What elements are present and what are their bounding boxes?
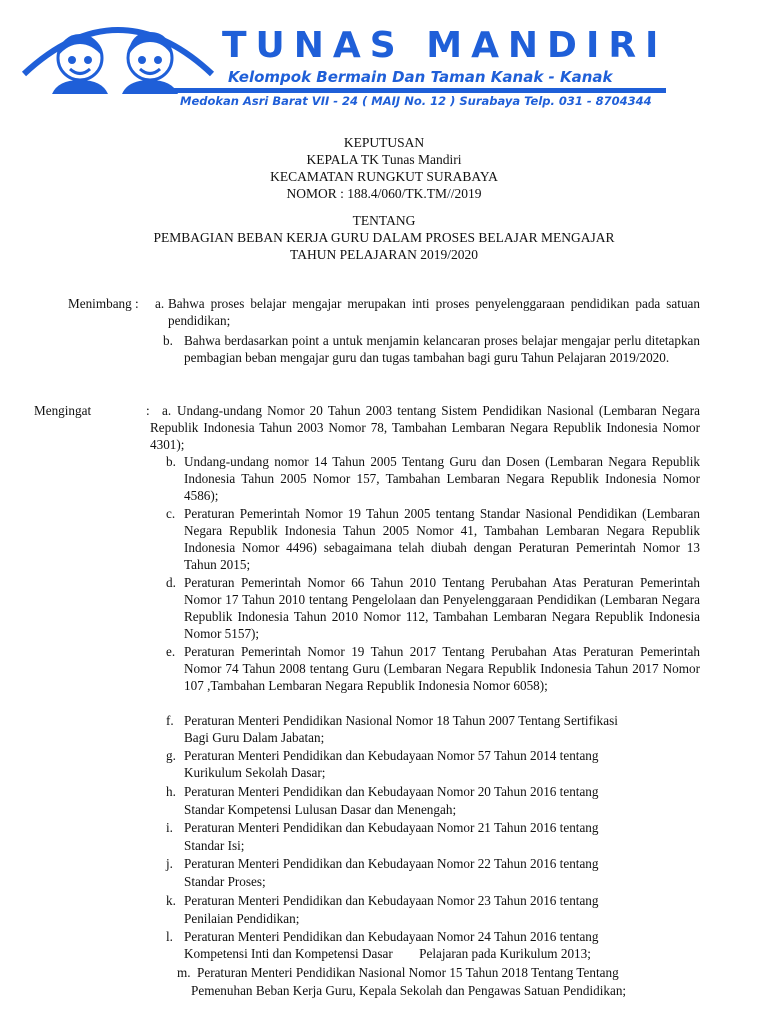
menimbang-item-a xyxy=(168,295,700,329)
item-letter: j. xyxy=(166,856,173,871)
menimbang-label: Menimbang : xyxy=(68,296,139,311)
item-letter: k. xyxy=(166,893,176,908)
item-letter: d. xyxy=(166,575,176,590)
mengingat-item-m-line1: Peraturan Menteri Pendidikan Nasional Nomor 15 Tahun 2018 Tentang Tentang xyxy=(197,965,619,980)
mengingat-label: Mengingat xyxy=(34,403,92,418)
item-letter: a. xyxy=(162,403,172,418)
item-letter: c. xyxy=(166,506,176,521)
menimbang-item-b: Bahwa berdasarkan point a untuk menjamin kelancaran proses belajar mengajar perlu ditetapkan pembagian beban mengajar guru dan tugas tambahan bagi guru Tahun Pelajaran 2019/2020. xyxy=(184,333,700,365)
mengingat-item-k-line2: Penilaian Pendidikan; xyxy=(184,911,300,926)
letterhead-rule xyxy=(170,88,666,93)
decree-year: TAHUN PELAJARAN 2019/2020 xyxy=(290,247,478,262)
mengingat-item-g-line1: Peraturan Menteri Pendidikan dan Kebudayaan Nomor 57 Tahun 2014 tentang xyxy=(184,748,599,763)
school-logo-icon xyxy=(18,14,218,96)
decree-number: NOMOR : 188.4/060/TK.TM//2019 xyxy=(286,186,482,201)
title-line: TENTANG xyxy=(352,213,416,228)
item-letter: b. xyxy=(166,454,176,469)
school-name: TUNAS MANDIRI xyxy=(222,25,668,66)
item-letter: b. xyxy=(163,333,173,348)
school-subtitle: Kelompok Bermain Dan Taman Kanak - Kanak xyxy=(228,68,613,86)
mengingat-colon: : xyxy=(146,403,150,418)
title-line: KEPALA TK Tunas Mandiri xyxy=(306,152,462,167)
mengingat-item-h-line1: Peraturan Menteri Pendidikan dan Kebudayaan Nomor 20 Tahun 2016 tentang xyxy=(184,784,599,799)
item-letter: a. xyxy=(155,296,165,311)
mengingat-item-f-line1: Peraturan Menteri Pendidikan Nasional Nomor 18 Tahun 2007 Tentang Sertifikasi xyxy=(184,713,618,728)
mengingat-item-l-line1: Peraturan Menteri Pendidikan dan Kebudayaan Nomor 24 Tahun 2016 tentang xyxy=(184,929,599,944)
mengingat-item-c: Peraturan Pemerintah Nomor 19 Tahun 2005 tentang Standar Nasional Pendidikan (Lembaran Negara Republik Indonesia Tahun 2005 Nomor 41, Tambahan Lembaran Negara Republik Indonesia Nomor 4496) sebagaimana telah diubah dengan Peraturan Pemerintah Nomor 13 Tahun 2015; xyxy=(184,506,700,572)
school-address: Medokan Asri Barat VII - 24 ( MAIJ No. 12 ) Surabaya Telp. 031 - 8704344 xyxy=(180,94,652,108)
decree-subject: PEMBAGIAN BEBAN KERJA GURU DALAM PROSES BELAJAR MENGAJAR xyxy=(153,230,615,245)
mengingat-item-l-line2: Kompetensi Inti dan Kompetensi Dasar Pelajaran pada Kurikulum 2013; xyxy=(184,946,591,961)
title-line: KECAMATAN RUNGKUT SURABAYA xyxy=(270,169,498,184)
decree-title xyxy=(0,134,768,263)
item-letter: l. xyxy=(166,929,173,944)
mengingat-item-i-line2: Standar Isi; xyxy=(184,838,245,853)
item-letter: h. xyxy=(166,784,176,799)
mengingat-item-d: Peraturan Pemerintah Nomor 66 Tahun 2010 Tentang Perubahan Atas Peraturan Pemerintah Nomor 17 Tahun 2010 tentang Pengelolaan dan Penyelenggaraan Pendidikan (Lembaran Negara Republik Indonesia Tahun 2010 Nomor 112, Tambahan Lembaran Negara Republik Indonesia Nomor 5157); xyxy=(184,575,700,641)
mengingat-item-e: Peraturan Pemerintah Nomor 19 Tahun 2017 Tentang Perubahan Atas Peraturan Pemerintah Nomor 74 Tahun 2008 tentang Guru (Lembaran Negara Republik Indonesia Tahun 2017 Nomor 107 ,Tambahan Lembaran Negara Republik Indonesia Nomor 6058); xyxy=(184,644,700,693)
item-letter: f. xyxy=(166,713,174,728)
mengingat-item-j-line2: Standar Proses; xyxy=(184,874,266,889)
item-letter: g. xyxy=(166,748,176,763)
mengingat-item-j-line1: Peraturan Menteri Pendidikan dan Kebudayaan Nomor 22 Tahun 2016 tentang xyxy=(184,856,599,871)
item-text: Bahwa proses belajar mengajar merupakan inti proses penyelenggaraan pendidikan pada satuan pendidikan; xyxy=(168,296,700,328)
mengingat-item-b: Undang-undang nomor 14 Tahun 2005 Tentang Guru dan Dosen (Lembaran Negara Republik Indonesia Tahun 2005 Nomor 157, Tambahan Lembaran Negara Republik Indonesia Nomor 4586); xyxy=(184,454,700,503)
mengingat-item-i-line1: Peraturan Menteri Pendidikan dan Kebudayaan Nomor 21 Tahun 2016 tentang xyxy=(184,820,599,835)
item-letter: i. xyxy=(166,820,173,835)
title-line: KEPUTUSAN xyxy=(343,135,425,150)
item-letter: m. xyxy=(177,965,191,980)
mengingat-item-k-line1: Peraturan Menteri Pendidikan dan Kebudayaan Nomor 23 Tahun 2016 tentang xyxy=(184,893,599,908)
mengingat-item-g-line2: Kurikulum Sekolah Dasar; xyxy=(184,765,326,780)
letterhead xyxy=(0,0,768,118)
mengingat-item-m-line2: Pemenuhan Beban Kerja Guru, Kepala Sekolah dan Pengawas Satuan Pendidikan; xyxy=(191,983,627,998)
mengingat-item-a: Undang-undang Nomor 20 Tahun 2003 tentang Sistem Pendidikan Nasional (Lembaran Negara Republik Indonesia Tahun 2003 Nomor 78, Tambahan Lembaran Negara Republik Indonesia Nomor 4301); xyxy=(150,403,700,452)
mengingat-item-h-line2: Standar Kompetensi Lulusan Dasar dan Menengah; xyxy=(184,802,457,817)
mengingat-item-f-line2: Bagi Guru Dalam Jabatan; xyxy=(184,730,325,745)
item-letter: e. xyxy=(166,644,176,659)
